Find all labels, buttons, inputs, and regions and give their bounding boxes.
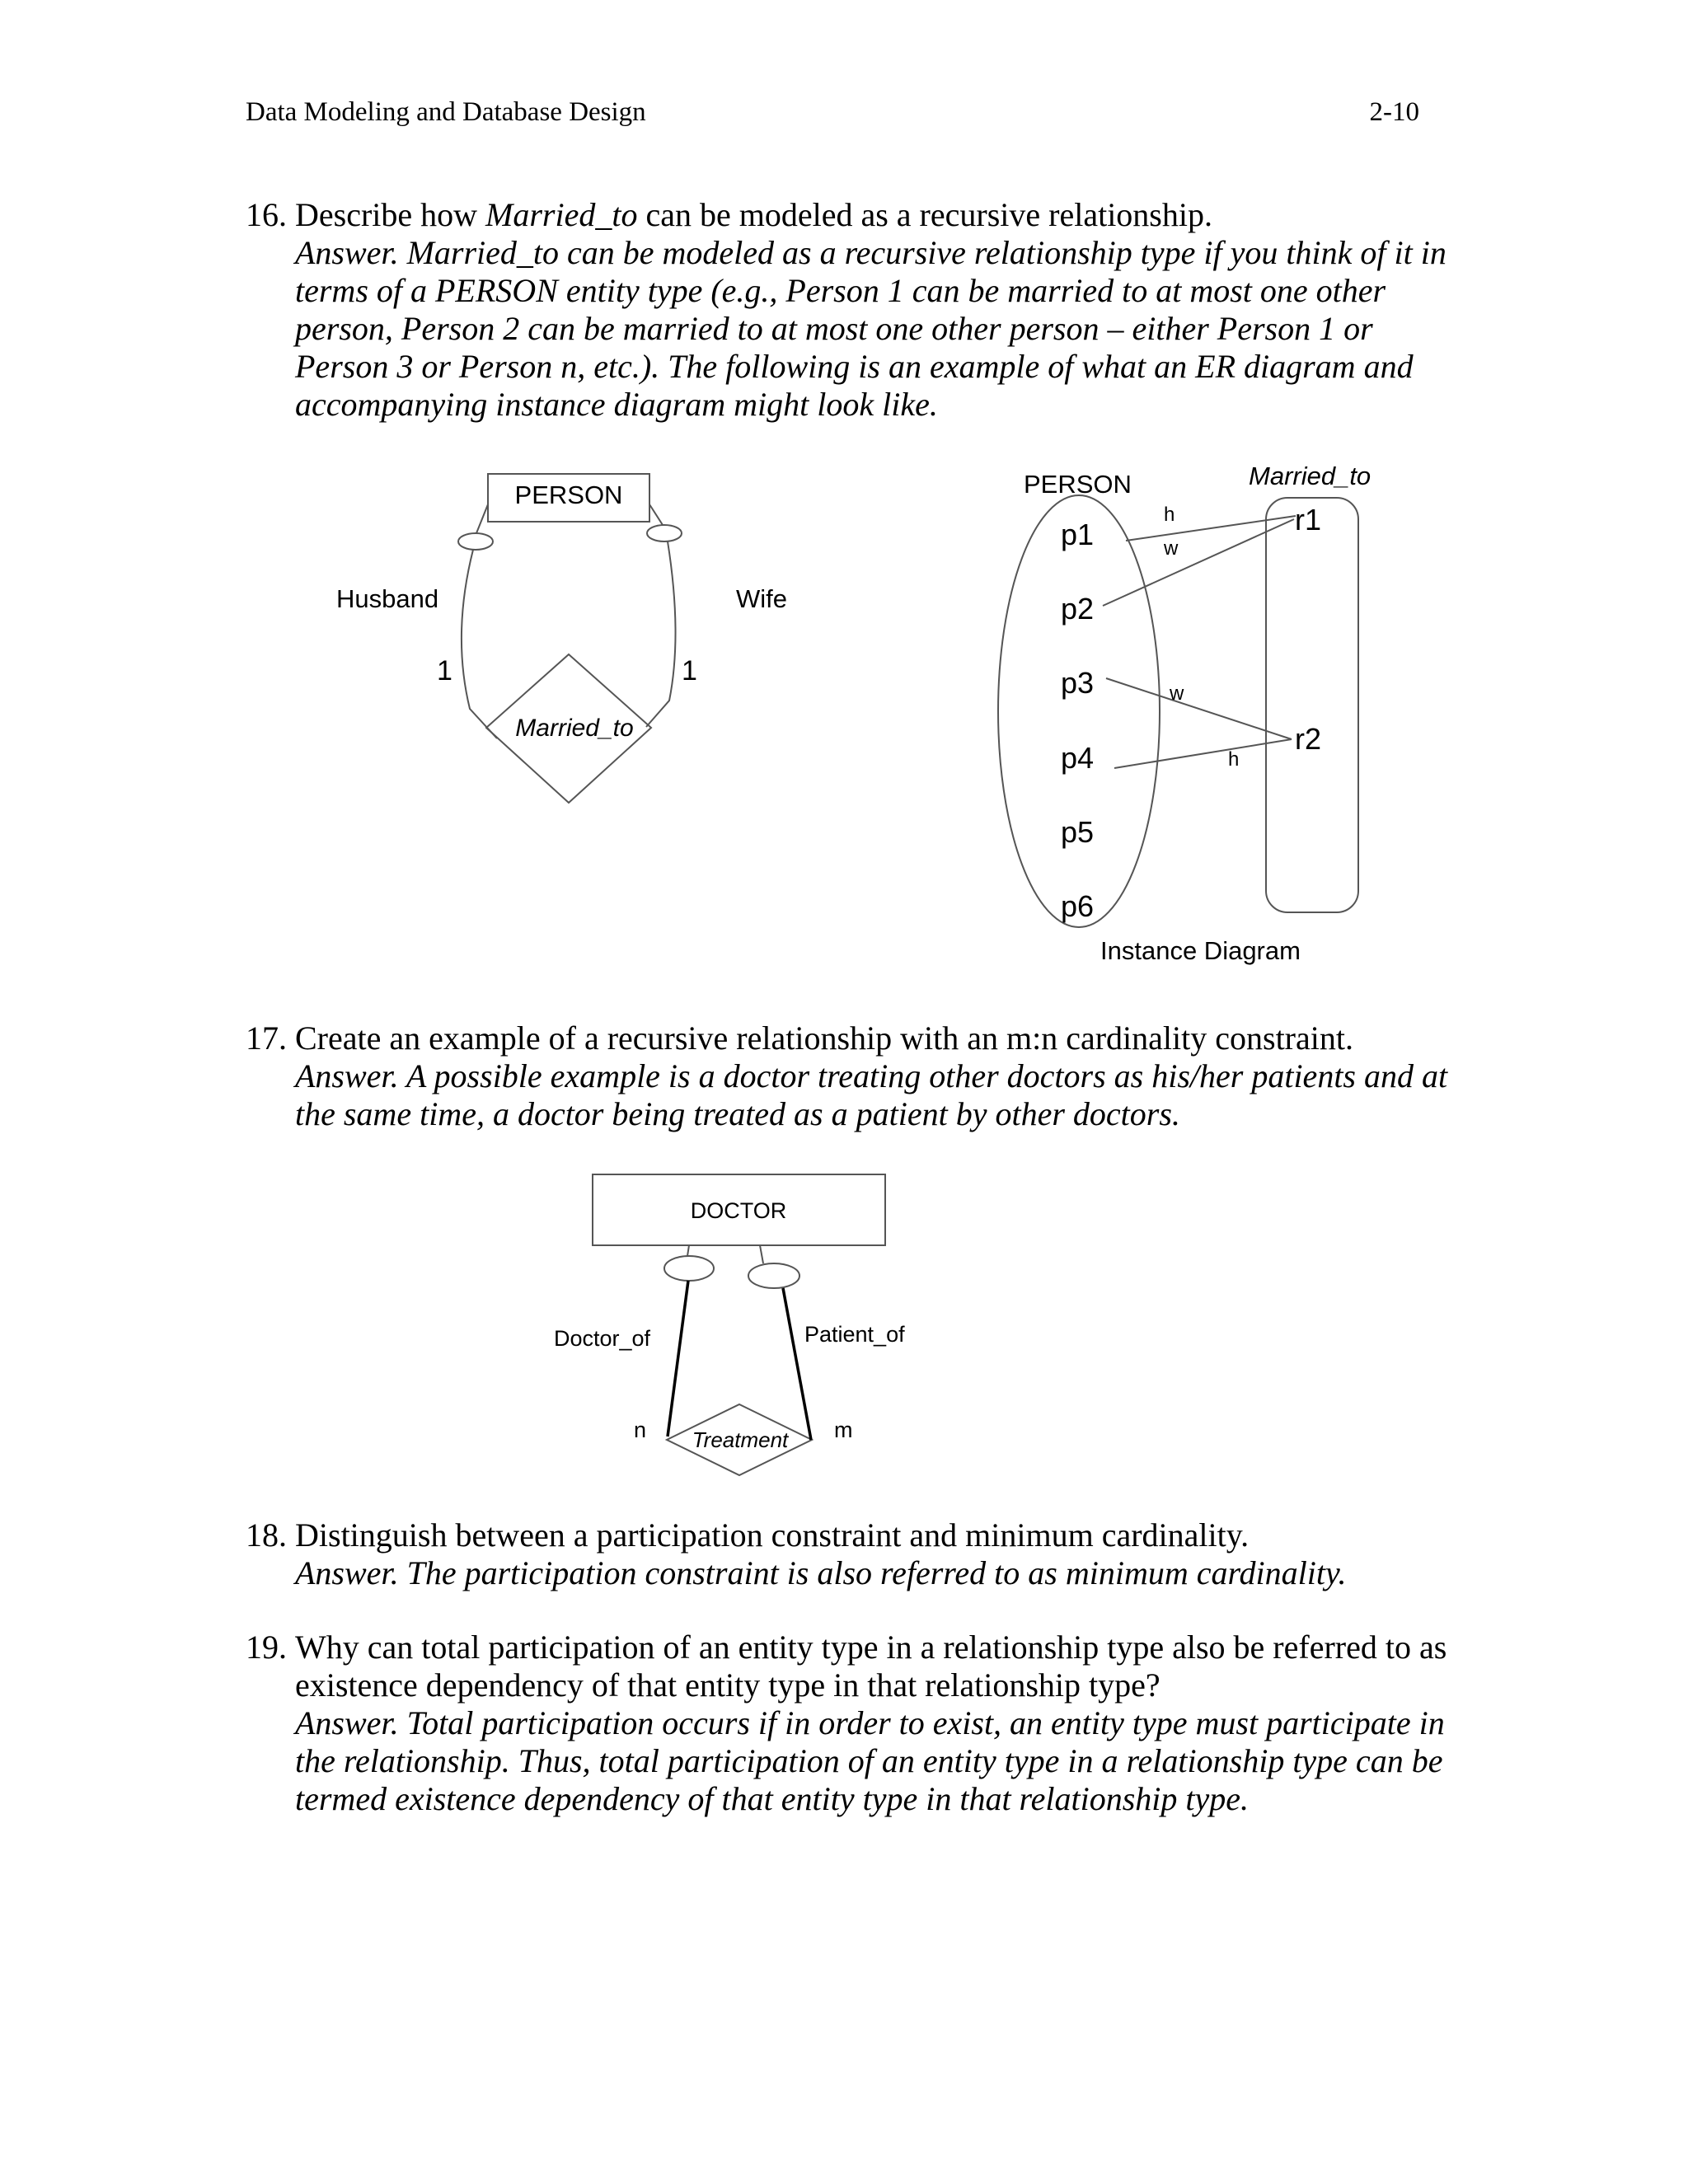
doctor-of-link [668,1281,688,1436]
patient-of-cardinality: m [834,1418,853,1442]
wife-role-oval [647,525,682,541]
person-entity-label: PERSON [514,480,623,509]
husband-role-oval [458,533,493,550]
treatment-relationship-label: Treatment [692,1427,789,1452]
question-text: Create an example of a recursive relationship with an m:n cardinality constraint. [295,1019,1353,1057]
person-p1: p1 [1061,518,1095,551]
question-text: Describe how Married_to can be modeled as a recursive relationship. [295,196,1212,233]
edge-label-p2-r1: w [1164,537,1179,560]
doctor-of-role-label: Doctor_of [554,1326,651,1351]
page-number: 2-10 [1369,97,1419,127]
question-number: 16. [246,196,287,233]
married-to-set-box [1266,498,1358,912]
question-text: Distinguish between a participation constraint and minimum cardinality. [295,1516,1250,1554]
person-set-label: PERSON [1024,470,1132,499]
patient-of-connector [760,1245,763,1263]
patient-of-role-oval [748,1263,799,1288]
edge-p3-r2 [1106,678,1292,739]
edge-label-p1-r1: h [1164,504,1175,526]
answer-text: Answer. A possible example is a doctor treating other doctors as his/her patients and at the same time, a doctor being treated as a patient by other doctors. [295,1057,1448,1132]
instance-diagram [998,495,1358,927]
question-emphasis: Married_to [485,196,638,233]
doctor-of-role-oval [664,1256,714,1281]
wife-cardinality: 1 [682,655,697,687]
relationship-r2: r2 [1295,722,1322,756]
edge-p1-r1 [1126,516,1296,541]
doctor-entity-label: DOCTOR [690,1198,787,1223]
person-set-ellipse [998,495,1160,927]
doctor-of-cardinality: n [634,1418,647,1442]
answer-text: Answer. Total participation occurs if in order to exist, an entity type must participate in the relationship. Thus, total participation of an entity type in a relationship type can be termed existence dependency of that entity type in that relationship type. [295,1704,1445,1817]
edge-p4-r2 [1114,739,1292,768]
person-p2: p2 [1061,592,1095,626]
question-number: 17. [246,1019,287,1057]
person-p5: p5 [1061,815,1095,849]
husband-connector [476,504,488,533]
husband-link [462,550,497,738]
patient-of-role-label: Patient_of [804,1322,905,1347]
answer-text: Answer. Married_to can be modeled as a recursive relationship type if you think of it in terms of a PERSON entity type (e.g., Person 1 can be married to at most one other person, Person 2 can be married to at most one other person – either Person 1 or Person 3 or Person n, etc.). The following is an example of what an ER diagram and accompanying instance diagram might look like. [295,234,1447,423]
document-title: Data Modeling and Database Design [246,97,646,127]
relationship-r1: r1 [1295,503,1322,537]
married-to-set-label: Married_to [1249,462,1372,490]
wife-role-label: Wife [736,584,787,613]
question-number: 18. [246,1516,287,1554]
wife-link [646,541,676,727]
instance-diagram-caption: Instance Diagram [1100,936,1301,965]
question-number: 19. [246,1629,287,1666]
husband-cardinality: 1 [437,655,452,687]
patient-of-link [783,1288,811,1440]
question-text: Why can total participation of an entity type in a relationship type also be referred to as existence dependency of that entity type in that relationship type? [295,1629,1447,1704]
married-to-relationship-label: Married_to [515,715,634,742]
doctor-of-connector [687,1245,689,1256]
edge-label-p4-r2: h [1228,748,1240,771]
answer-text: Answer. The participation constraint is also referred to as minimum cardinality. [295,1554,1347,1591]
person-p3: p3 [1061,666,1095,700]
er-diagram-person [458,474,682,803]
person-p4: p4 [1061,741,1095,775]
edge-label-p3-r2: w [1170,682,1184,705]
husband-role-label: Husband [336,584,439,613]
wife-connector [649,504,663,525]
person-p6: p6 [1061,889,1095,923]
